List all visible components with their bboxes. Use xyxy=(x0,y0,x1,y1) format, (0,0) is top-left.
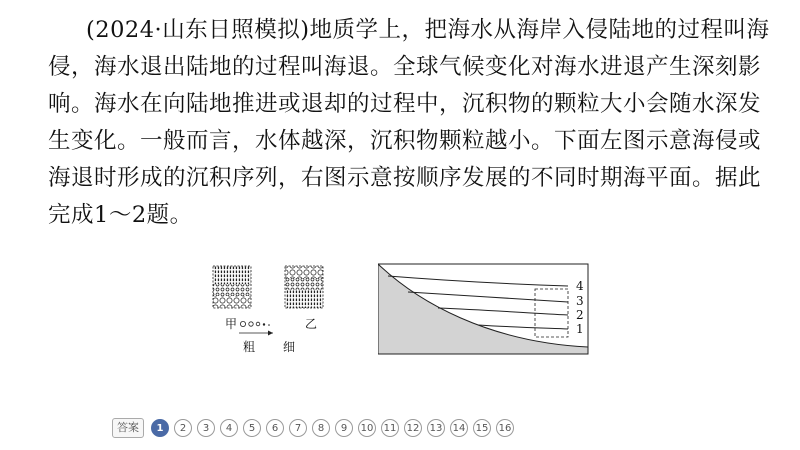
question-number-6[interactable]: 6 xyxy=(266,419,284,437)
question-number-8[interactable]: 8 xyxy=(312,419,330,437)
answer-button[interactable]: 答案 xyxy=(112,418,144,438)
sea-level-1 xyxy=(478,325,568,329)
sea-level-2 xyxy=(438,308,568,315)
level-label-2: 2 xyxy=(576,308,584,322)
sediment-sequence-figure xyxy=(205,262,335,362)
question-number-3[interactable]: 3 xyxy=(197,419,215,437)
sea-level-3 xyxy=(408,292,568,302)
level-label-1: 1 xyxy=(576,322,584,336)
question-number-11[interactable]: 11 xyxy=(381,419,399,437)
question-number-12[interactable]: 12 xyxy=(404,419,422,437)
sea-level-figure xyxy=(378,262,598,362)
question-line: 海退时形成的沉积序列，右图示意按顺序发展的不同时期海平面。据此 xyxy=(48,165,762,191)
question-number-7[interactable]: 7 xyxy=(289,419,307,437)
question-line: 侵，海水退出陆地的过程叫海退。全球气候变化对海水进退产生深刻影 xyxy=(48,54,762,80)
column-yi xyxy=(285,266,323,308)
question-number-5[interactable]: 5 xyxy=(243,419,261,437)
question-line: 完成1～2题。 xyxy=(48,202,193,228)
column-jia xyxy=(213,266,251,308)
question-number-10[interactable]: 10 xyxy=(358,419,376,437)
question-line: (2024·山东日照模拟)地质学上，把海水从海岸入侵陆地的过程叫海 xyxy=(86,17,770,43)
grain-size-legend xyxy=(239,321,273,335)
question-number-14[interactable]: 14 xyxy=(450,419,468,437)
question-number-4[interactable]: 4 xyxy=(220,419,238,437)
question-number-2[interactable]: 2 xyxy=(174,419,192,437)
question-number-1[interactable]: 1 xyxy=(151,419,169,437)
label-coarse: 粗 xyxy=(243,340,256,354)
label-jia: 甲 xyxy=(225,317,238,331)
label-yi: 乙 xyxy=(305,317,318,331)
sea-level-4 xyxy=(388,276,568,286)
level-label-4: 4 xyxy=(576,279,584,293)
answer-nav-bar xyxy=(112,417,514,439)
question-number-16[interactable]: 16 xyxy=(496,419,514,437)
question-number-13[interactable]: 13 xyxy=(427,419,445,437)
question-number-9[interactable]: 9 xyxy=(335,419,353,437)
question-line: 生变化。一般而言，水体越深，沉积物颗粒越小。下面左图示意海侵或 xyxy=(48,128,762,154)
label-fine: 细 xyxy=(283,340,296,354)
question-text xyxy=(48,12,778,234)
level-label-3: 3 xyxy=(576,294,584,308)
question-line: 响。海水在向陆地推进或退却的过程中，沉积物的颗粒大小会随水深发 xyxy=(48,91,762,117)
question-number-15[interactable]: 15 xyxy=(473,419,491,437)
